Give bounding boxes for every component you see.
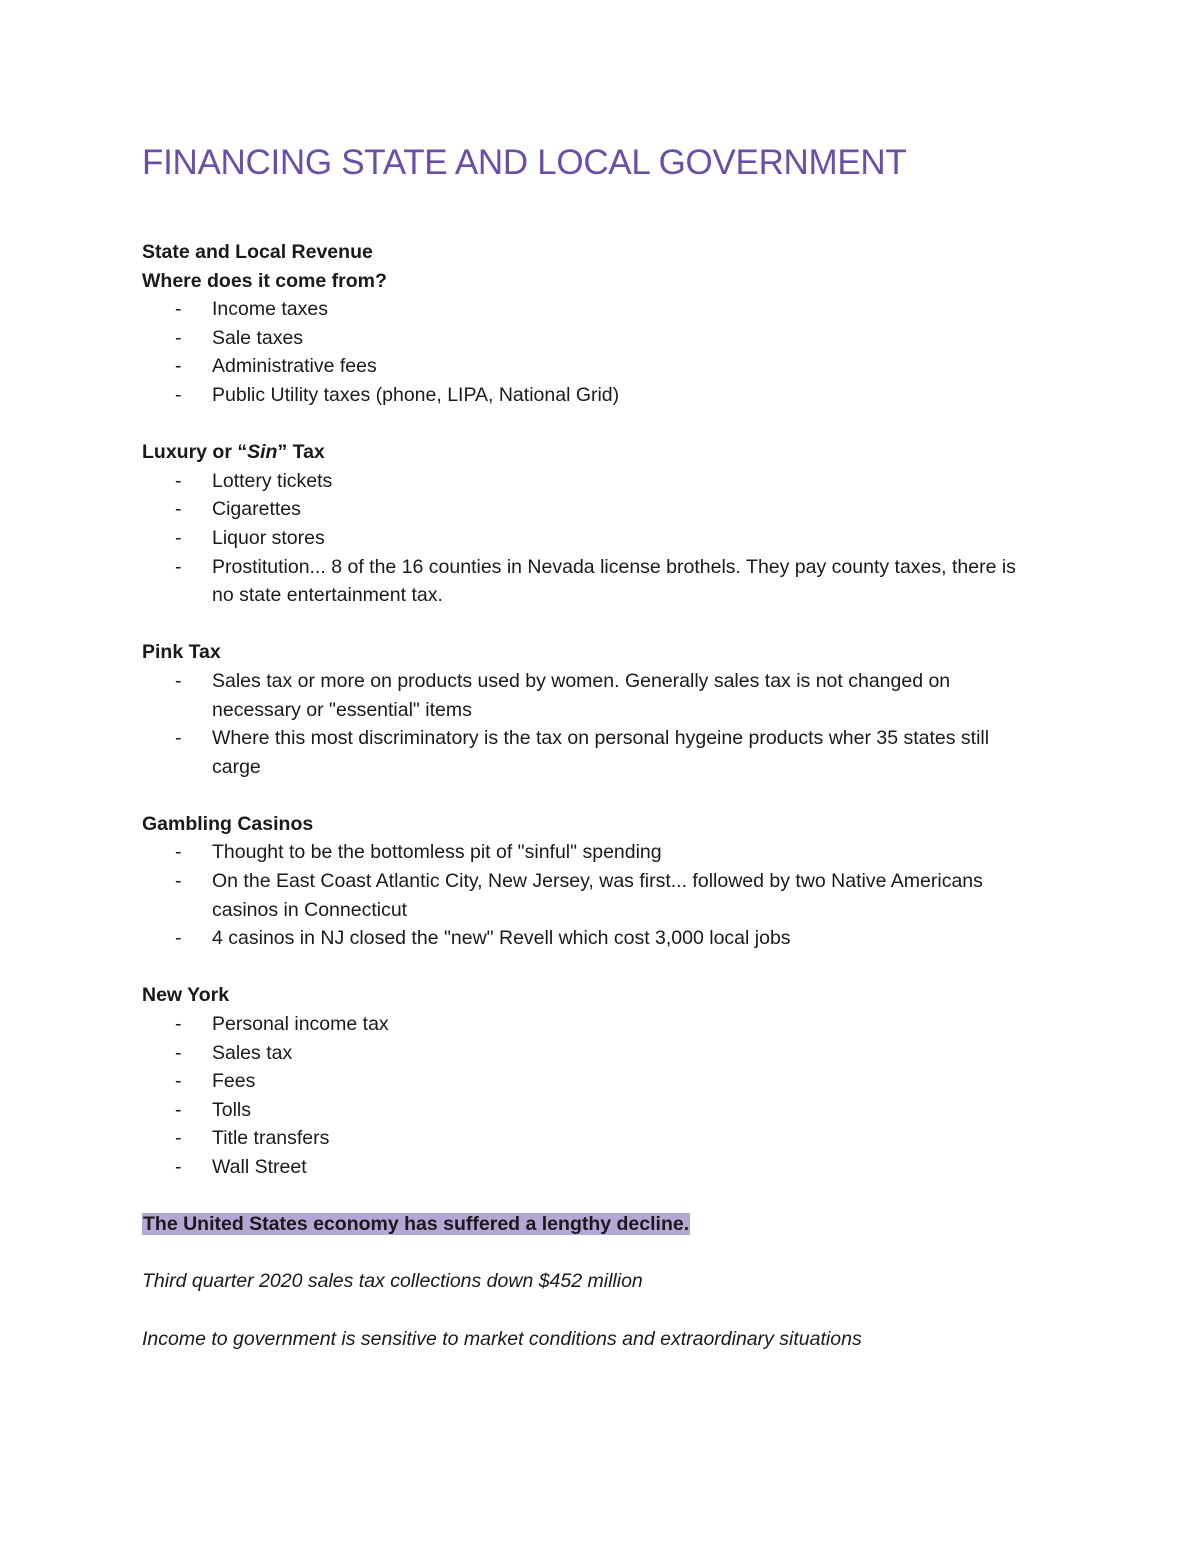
dash-bullet: - [175,727,182,750]
list-item: - Title transfers [142,1124,1042,1153]
page-title: FINANCING STATE AND LOCAL GOVERNMENT [142,143,907,182]
list-item: - Liquor stores [142,524,1042,553]
dash-bullet: - [175,1070,182,1093]
dash-bullet: - [175,870,182,893]
list-item: - Lottery tickets [142,467,1042,496]
bullet-list [142,467,1042,610]
spacer [142,953,1042,982]
dash-bullet: - [175,355,182,378]
dash-bullet: - [175,469,182,492]
dash-bullet: - [175,555,182,578]
section-heading: Luxury or “Sin” Tax [142,441,325,464]
dash-bullet: - [175,498,182,521]
spacer [142,610,1042,639]
section-luxury-sin-tax [142,438,1042,610]
list-item: - Prostitution... 8 of the 16 counties in Nevada license brothels. They pay county taxes, there is no state entertainment tax. [142,553,1042,610]
dash-bullet: - [175,383,182,406]
list-item: - Thought to be the bottomless pit of "sinful" spending [142,838,1042,867]
list-item: - Wall Street [142,1153,1042,1182]
section-heading: New York [142,984,230,1007]
note-sales-tax: Third quarter 2020 sales tax collections down $452 million [142,1270,643,1293]
spacer [142,1296,1042,1325]
highlight-mark: The United States economy has suffered a lengthy decline. [143,1213,690,1236]
list-item: - Fees [142,1067,1042,1096]
section-heading: Gambling Casinos [142,812,314,835]
spacer [142,1182,1042,1211]
section-heading: State and Local Revenue [142,241,373,263]
list-item: - Personal income tax [142,1010,1042,1039]
dash-bullet: - [175,1127,182,1150]
bullet-list [142,295,1042,409]
list-item: - Where this most discriminatory is the tax on personal hygeine products wher 35 states still carge [142,724,1042,781]
note-income-sensitivity: Income to government is sensitive to market conditions and extraordinary situations [142,1327,862,1350]
section-state-local-revenue [142,238,1042,410]
list-item: - Income taxes [142,295,1042,324]
bullet-list [142,667,1042,781]
dash-bullet: - [175,927,182,950]
section-heading: Pink Tax [142,641,221,664]
document-body [142,238,1042,1353]
list-item: - Tolls [142,1096,1042,1125]
bullet-list [142,838,1042,952]
list-item: - Sales tax or more on products used by women. Generally sales tax is not changed on necessary or "essential" items [142,667,1042,724]
section-subheading: Where does it come from? [142,269,387,292]
highlighted-statement [142,1210,1042,1239]
emphasis-text: Sin [247,441,278,464]
section-pink-tax [142,638,1042,781]
dash-bullet: - [175,526,182,549]
spacer [142,781,1042,810]
list-item: - Sale taxes [142,324,1042,353]
list-item: - Administrative fees [142,352,1042,381]
spacer [142,410,1042,439]
dash-bullet: - [175,669,182,692]
section-new-york [142,981,1042,1181]
bullet-list [142,1010,1042,1182]
dash-bullet: - [175,326,182,349]
dash-bullet: - [175,298,182,321]
list-item: - 4 casinos in NJ closed the "new" Revell which cost 3,000 local jobs [142,924,1042,953]
list-item: - Cigarettes [142,495,1042,524]
dash-bullet: - [175,1098,182,1121]
dash-bullet: - [175,1041,182,1064]
section-gambling-casinos [142,810,1042,953]
dash-bullet: - [175,1156,182,1178]
spacer [142,1239,1042,1268]
dash-bullet: - [175,841,182,864]
list-item: - Public Utility taxes (phone, LIPA, National Grid) [142,381,1042,410]
list-item: - Sales tax [142,1039,1042,1068]
list-item: - On the East Coast Atlantic City, New Jersey, was first... followed by two Native Americans casinos in Connecticut [142,867,1042,924]
dash-bullet: - [175,1013,182,1036]
